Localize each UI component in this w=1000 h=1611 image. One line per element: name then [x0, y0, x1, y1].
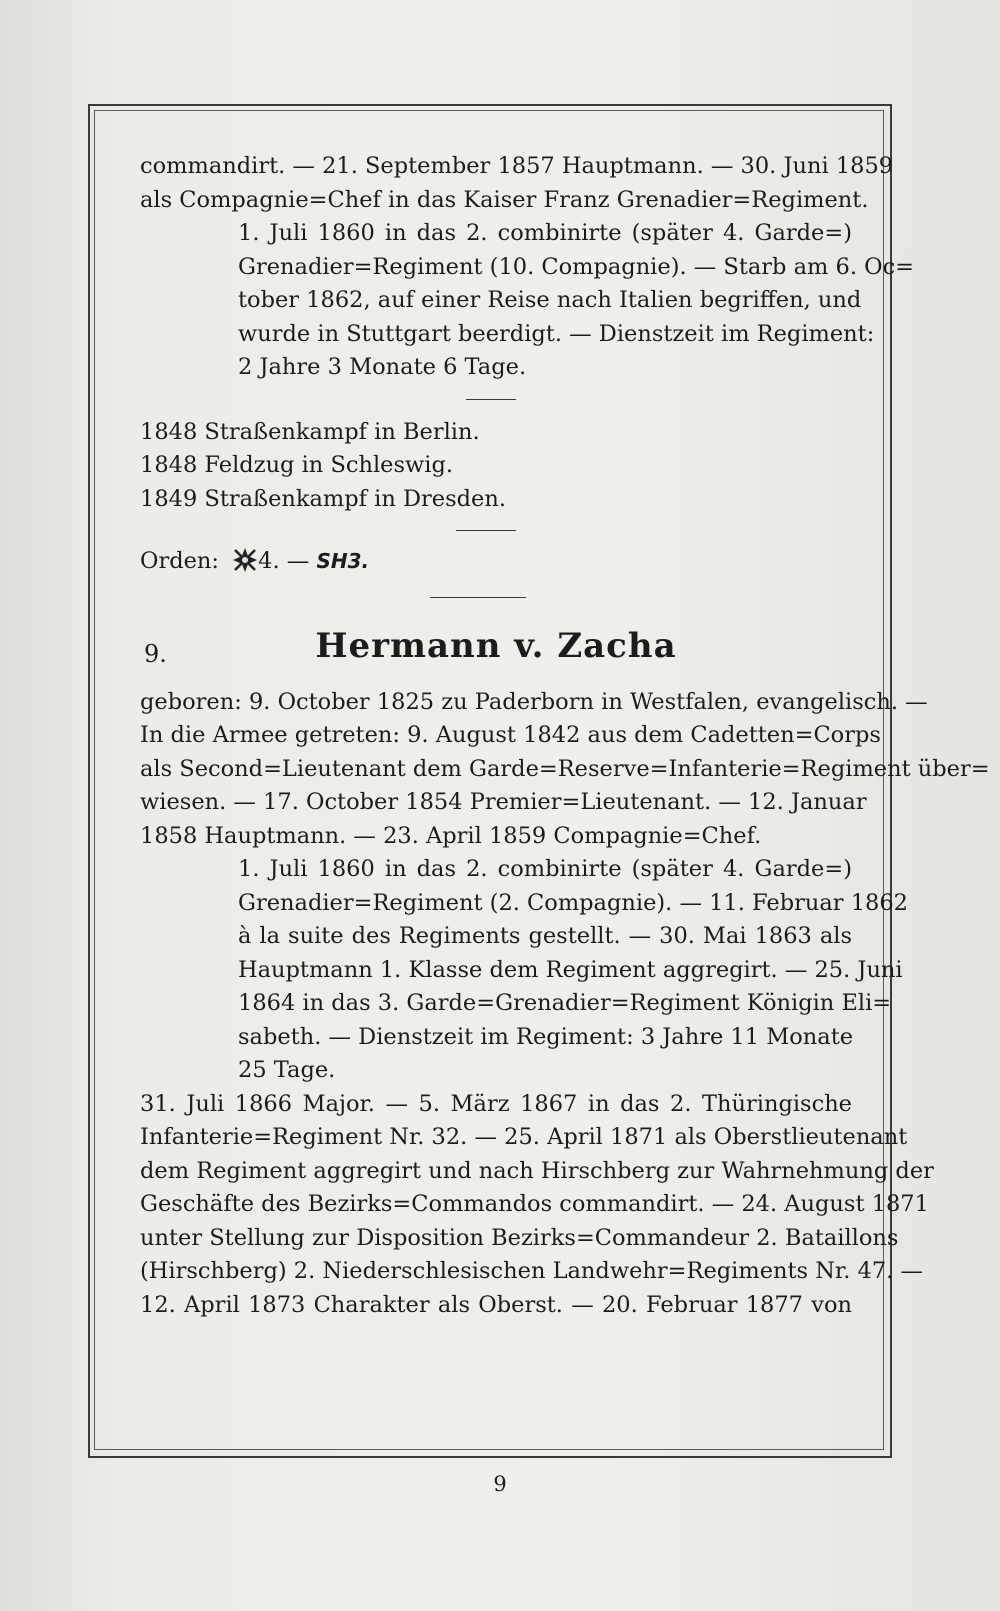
text-line: als Second=Lieutenant dem Garde=Reserve=Infanterie=Regiment über= [140, 755, 990, 782]
page-number: 9 [493, 1472, 507, 1496]
campaign-item: 1848 Feldzug in Schleswig. [140, 452, 454, 478]
text-line-indented: 2 Jahre 3 Monate 6 Tage. [238, 354, 527, 380]
text-line: unter Stellung zur Disposition Bezirks=Commandeur 2. Bataillons [140, 1224, 899, 1251]
entry-number: 9. [144, 639, 167, 668]
text-line: In die Armee getreten: 9. August 1842 aus dem Cadetten=Corps [140, 722, 881, 748]
text-line: 1858 Hauptmann. — 23. April 1859 Compagnie=Chef. [140, 822, 762, 849]
entry-name: Hermann v. Zacha [315, 625, 677, 666]
text-line-indented: sabeth. — Dienstzeit im Regiment: 3 Jahre 11 Monate [238, 1023, 854, 1050]
text-line: 12. April 1873 Charakter als Oberst. — 20. Februar 1877 von [140, 1291, 852, 1318]
page-content [140, 150, 990, 1322]
campaign-item: 1848 Straßenkampf in Berlin. [140, 418, 480, 445]
campaigns-list [140, 416, 852, 517]
campaign-item: 1849 Straßenkampf in Dresden. [140, 485, 506, 512]
text-line: Infanterie=Regiment Nr. 32. — 25. April 1871 als Oberstlieutenant [140, 1124, 908, 1150]
text-line: 31. Juli 1866 Major. — 5. März 1867 in das 2. Thüringische [140, 1090, 852, 1117]
text-line: (Hirschberg) 2. Niederschlesischen Landwehr=Regiments Nr. 47. — [140, 1258, 923, 1284]
text-line: als Compagnie=Chef in das Kaiser Franz Grenadier=Regiment. [140, 186, 869, 213]
text-line-indented: Hauptmann 1. Klasse dem Regiment aggregirt. — 25. Juni [238, 956, 903, 983]
orders-row [140, 545, 852, 579]
text-line: Geschäfte des Bezirks=Commandos commandirt. — 24. August 1871 [140, 1191, 929, 1217]
entry-divider [430, 597, 526, 598]
section-divider [466, 399, 516, 400]
text-line-indented: 1864 in das 3. Garde=Grenadier=Regiment Königin Eli= [238, 990, 892, 1016]
text-line-indented: tober 1862, auf einer Reise nach Italien begriffen, und [238, 287, 862, 313]
text-line: geboren: 9. October 1825 zu Paderborn in Westfalen, evangelisch. — [140, 688, 928, 715]
iron-cross-icon [232, 547, 258, 573]
orders-value-2: SH3. [316, 549, 370, 573]
continuation-block [140, 150, 915, 385]
orders-label: Orden: [140, 548, 219, 574]
text-line-indented: 25 Tage. [238, 1057, 336, 1083]
text-line-indented: 1. Juli 1860 in das 2. combinirte (später 4. Garde=) [238, 856, 852, 882]
orders-value-1: 4. — [258, 548, 310, 574]
text-line: commandirt. — 21. September 1857 Hauptmann. — 30. Juni 1859 [140, 153, 894, 179]
text-line: wiesen. — 17. October 1854 Premier=Lieutenant. — 12. Januar [140, 789, 867, 815]
text-line: dem Regiment aggregirt und nach Hirschberg zur Wahrnehmung der [140, 1157, 934, 1184]
text-line-indented: 1. Juli 1860 in das 2. combinirte (später 4. Garde=) [238, 220, 852, 246]
text-line-indented: Grenadier=Regiment (10. Compagnie). — Starb am 6. Oc= [238, 253, 915, 280]
entry-heading [140, 624, 852, 684]
entry-body [140, 686, 990, 1323]
text-line-indented: à la suite des Regiments gestellt. — 30. Mai 1863 als [238, 923, 852, 949]
text-line-indented: Grenadier=Regiment (2. Compagnie). — 11. Februar 1862 [238, 889, 908, 916]
section-divider [456, 530, 516, 531]
text-line-indented: wurde in Stuttgart beerdigt. — Dienstzeit im Regiment: [238, 320, 875, 347]
